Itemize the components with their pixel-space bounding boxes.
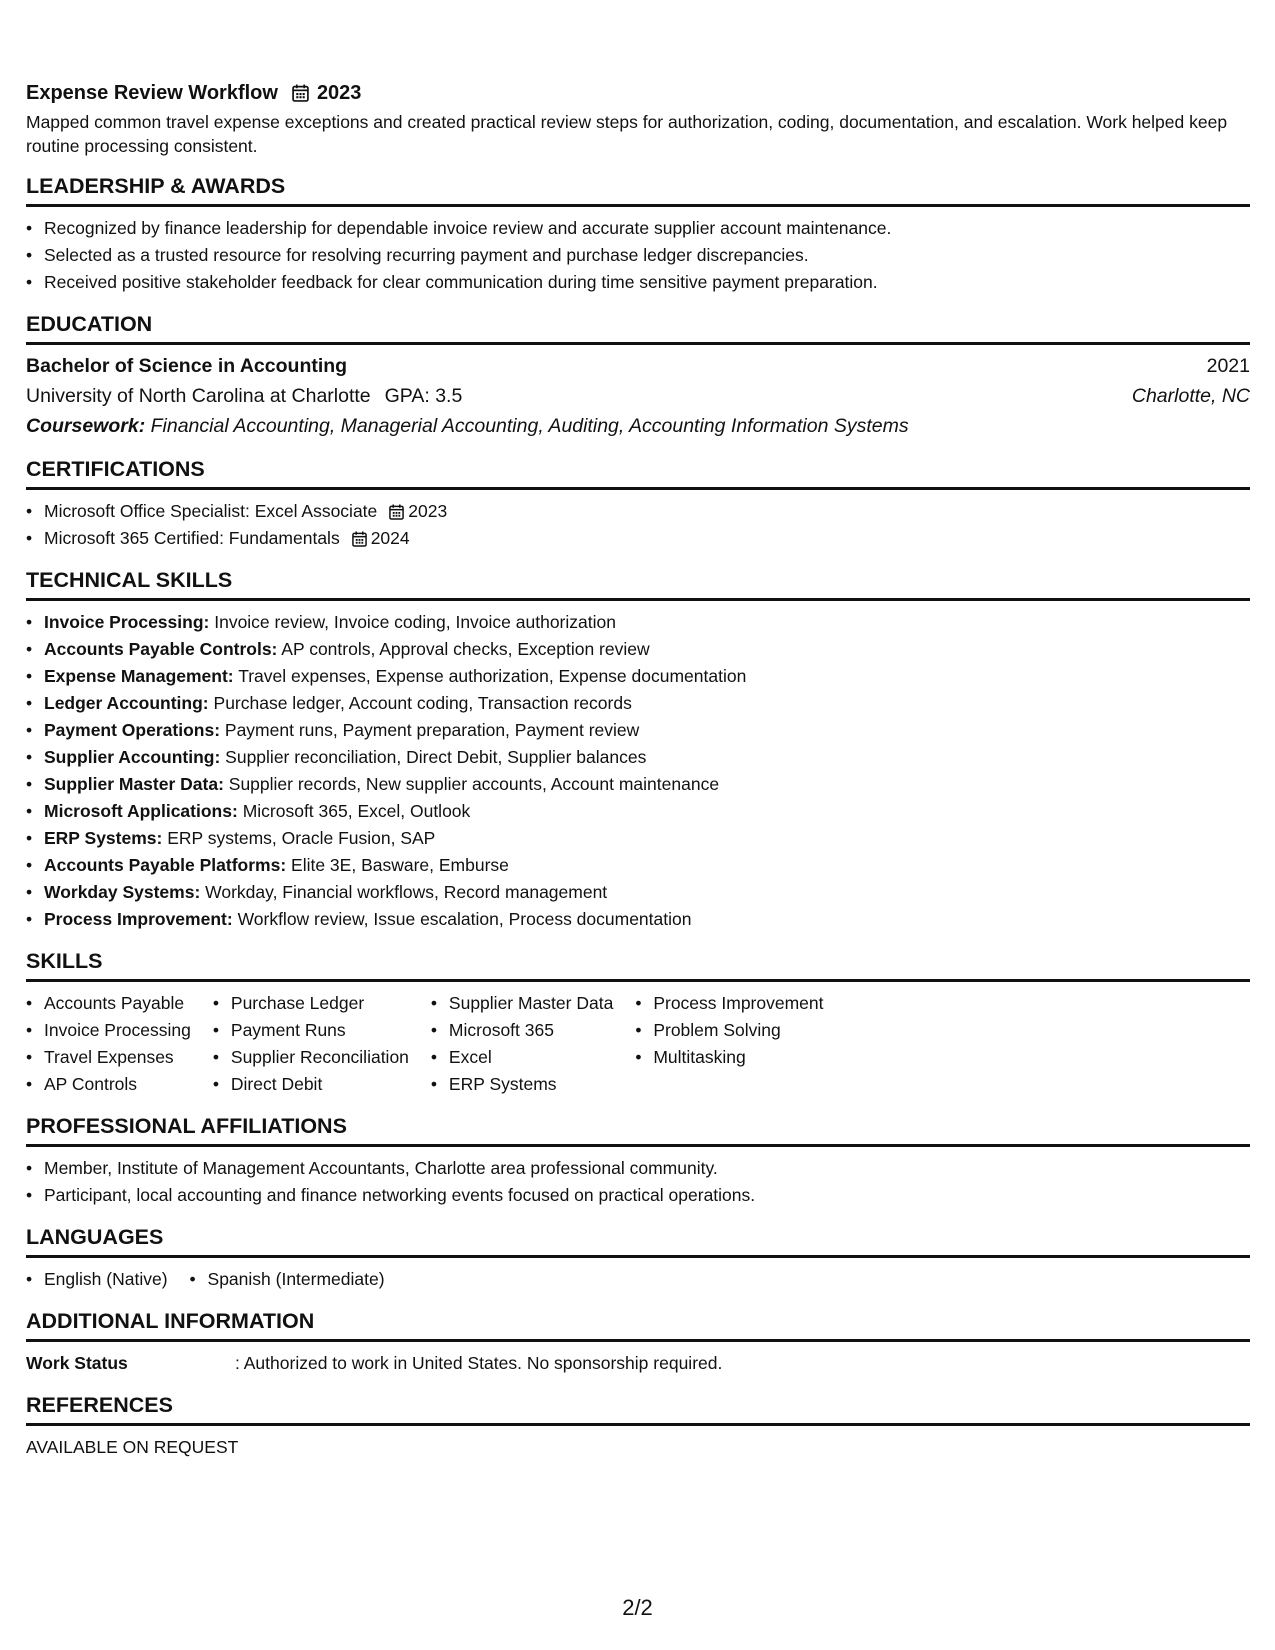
additional-info-section bbox=[26, 1307, 1250, 1377]
list-item: • Payment Runs bbox=[213, 1017, 409, 1044]
list-item: • Invoice Processing bbox=[26, 1017, 191, 1044]
education-year: 2021 bbox=[1206, 355, 1250, 377]
list-item bbox=[26, 744, 1250, 771]
education-coursework bbox=[26, 411, 1250, 441]
list-item: • Travel Expenses bbox=[26, 1044, 191, 1071]
technical-skills-list bbox=[26, 609, 1250, 933]
skill-category: Payment Operations: bbox=[44, 720, 221, 740]
leadership-list bbox=[26, 215, 1250, 296]
skill-values: Elite 3E, Basware, Emburse bbox=[291, 855, 509, 875]
education-degree: Bachelor of Science in Accounting bbox=[26, 355, 348, 377]
skills-column bbox=[213, 990, 409, 1098]
section-title-skills: SKILLS bbox=[26, 947, 1250, 982]
list-item: • Spanish (Intermediate) bbox=[190, 1266, 385, 1293]
education-school-line bbox=[26, 381, 462, 411]
page-number: 2/2 bbox=[622, 1595, 653, 1620]
list-item: • Member, Institute of Management Accountants, Charlotte area professional community. bbox=[26, 1155, 1250, 1182]
skill-values: AP controls, Approval checks, Exception review bbox=[281, 639, 650, 659]
list-item: • Received positive stakeholder feedback for clear communication during time sensitive payment preparation. bbox=[26, 269, 1250, 296]
list-item: • Selected as a trusted resource for resolving recurring payment and purchase ledger discrepancies. bbox=[26, 242, 1250, 269]
list-item: • Microsoft 365 bbox=[431, 1017, 613, 1044]
education-location: Charlotte, NC bbox=[1131, 385, 1250, 407]
affiliations-list bbox=[26, 1155, 1250, 1209]
certification-year: 2024 bbox=[370, 528, 410, 548]
certification-name: Microsoft 365 Certified: Fundamentals bbox=[44, 528, 340, 548]
skill-values: Supplier reconciliation, Direct Debit, Supplier balances bbox=[225, 747, 647, 767]
skill-category: Invoice Processing: bbox=[44, 612, 210, 632]
list-item: • Process Improvement bbox=[635, 990, 823, 1017]
skill-values: Invoice review, Invoice coding, Invoice authorization bbox=[214, 612, 616, 632]
project-title: Expense Review Workflow bbox=[26, 82, 278, 104]
list-item bbox=[26, 906, 1250, 933]
list-item bbox=[26, 771, 1250, 798]
references-text: AVAILABLE ON REQUEST bbox=[26, 1437, 239, 1457]
skill-category: Supplier Master Data: bbox=[44, 774, 224, 794]
list-item: • Participant, local accounting and finance networking events focused on practical operations. bbox=[26, 1182, 1250, 1209]
affiliations-section bbox=[26, 1112, 1250, 1209]
list-item bbox=[26, 717, 1250, 744]
languages-list bbox=[26, 1266, 1250, 1293]
skill-category: Workday Systems: bbox=[44, 882, 201, 902]
section-title-languages: LANGUAGES bbox=[26, 1223, 1250, 1258]
skill-category: Process Improvement: bbox=[44, 909, 233, 929]
section-title-certifications: CERTIFICATIONS bbox=[26, 455, 1250, 490]
section-title-affiliations: PROFESSIONAL AFFILIATIONS bbox=[26, 1112, 1250, 1147]
technical-skills-section bbox=[26, 566, 1250, 933]
list-item bbox=[26, 663, 1250, 690]
skill-values: Purchase ledger, Account coding, Transaction records bbox=[213, 693, 632, 713]
skill-values: Supplier records, New supplier accounts, Account maintenance bbox=[228, 774, 720, 794]
list-item: • English (Native) bbox=[26, 1266, 168, 1293]
references-section bbox=[26, 1391, 1250, 1461]
certification-year: 2023 bbox=[408, 501, 448, 521]
list-item bbox=[26, 690, 1250, 717]
languages-section bbox=[26, 1223, 1250, 1293]
work-status-row bbox=[26, 1350, 1250, 1377]
skill-category: Supplier Accounting: bbox=[44, 747, 221, 767]
list-item: • Excel bbox=[431, 1044, 613, 1071]
list-item bbox=[26, 798, 1250, 825]
list-item: • Supplier Master Data bbox=[431, 990, 613, 1017]
section-title-technical-skills: TECHNICAL SKILLS bbox=[26, 566, 1250, 601]
certifications-list bbox=[26, 498, 1250, 552]
skills-column bbox=[635, 990, 823, 1098]
coursework-label: Coursework: bbox=[26, 415, 146, 437]
skill-values: Microsoft 365, Excel, Outlook bbox=[242, 801, 471, 821]
language-group bbox=[190, 1266, 385, 1293]
calendar-icon bbox=[292, 84, 309, 102]
education-school: University of North Carolina at Charlotte bbox=[26, 385, 371, 407]
work-status-label: Work Status bbox=[26, 1353, 128, 1373]
list-item bbox=[26, 636, 1250, 663]
skill-values: Travel expenses, Expense authorization, Expense documentation bbox=[238, 666, 747, 686]
work-status-value: : Authorized to work in United States. No sponsorship required. bbox=[235, 1353, 723, 1373]
skill-values: Payment runs, Payment preparation, Payment review bbox=[224, 720, 640, 740]
section-title-references: REFERENCES bbox=[26, 1391, 1250, 1426]
skills-column bbox=[431, 990, 613, 1098]
certification-name: Microsoft Office Specialist: Excel Associate bbox=[44, 501, 378, 521]
list-item: • Problem Solving bbox=[635, 1017, 823, 1044]
skill-values: Workday, Financial workflows, Record management bbox=[205, 882, 608, 902]
leadership-section bbox=[26, 172, 1250, 296]
skill-category: Accounts Payable Controls: bbox=[44, 639, 278, 659]
skill-category: Expense Management: bbox=[44, 666, 234, 686]
section-title-education: EDUCATION bbox=[26, 310, 1250, 345]
resume-page bbox=[26, 76, 1250, 1461]
list-item: • Multitasking bbox=[635, 1044, 823, 1071]
calendar-icon bbox=[352, 531, 367, 547]
education-section bbox=[26, 310, 1250, 441]
project-entry bbox=[26, 76, 1250, 158]
list-item: • Direct Debit bbox=[213, 1071, 409, 1098]
list-item: • Recognized by finance leadership for dependable invoice review and accurate supplier account maintenance. bbox=[26, 215, 1250, 242]
skill-values: Workflow review, Issue escalation, Process documentation bbox=[237, 909, 692, 929]
skill-category: Ledger Accounting: bbox=[44, 693, 209, 713]
coursework-list: Financial Accounting, Managerial Accounting, Auditing, Accounting Information Systems bbox=[150, 415, 909, 437]
list-item: • Accounts Payable bbox=[26, 990, 191, 1017]
skill-category: ERP Systems: bbox=[44, 828, 163, 848]
skills-column bbox=[26, 990, 191, 1098]
skills-section bbox=[26, 947, 1250, 1098]
list-item bbox=[26, 879, 1250, 906]
skills-columns bbox=[26, 990, 1250, 1098]
education-gpa: GPA: 3.5 bbox=[384, 385, 463, 407]
project-description: Mapped common travel expense exceptions and created practical review steps for authorization, coding, documentation, and escalation. Work helped keep routine processing consistent. bbox=[26, 112, 1228, 156]
list-item bbox=[26, 609, 1250, 636]
section-title-additional: ADDITIONAL INFORMATION bbox=[26, 1307, 1250, 1342]
list-item: • Purchase Ledger bbox=[213, 990, 409, 1017]
project-header bbox=[26, 76, 1250, 110]
language-group bbox=[26, 1266, 168, 1293]
certifications-section bbox=[26, 455, 1250, 552]
list-item: • ERP Systems bbox=[431, 1071, 613, 1098]
list-item: • Supplier Reconciliation bbox=[213, 1044, 409, 1071]
list-item: • AP Controls bbox=[26, 1071, 191, 1098]
section-title-leadership: LEADERSHIP & AWARDS bbox=[26, 172, 1250, 207]
skill-category: Microsoft Applications: bbox=[44, 801, 238, 821]
skill-category: Accounts Payable Platforms: bbox=[44, 855, 287, 875]
skill-values: ERP systems, Oracle Fusion, SAP bbox=[167, 828, 436, 848]
list-item bbox=[26, 525, 1250, 552]
list-item bbox=[26, 498, 1250, 525]
calendar-icon bbox=[389, 504, 404, 520]
project-year: 2023 bbox=[316, 82, 362, 104]
list-item bbox=[26, 852, 1250, 879]
list-item bbox=[26, 825, 1250, 852]
